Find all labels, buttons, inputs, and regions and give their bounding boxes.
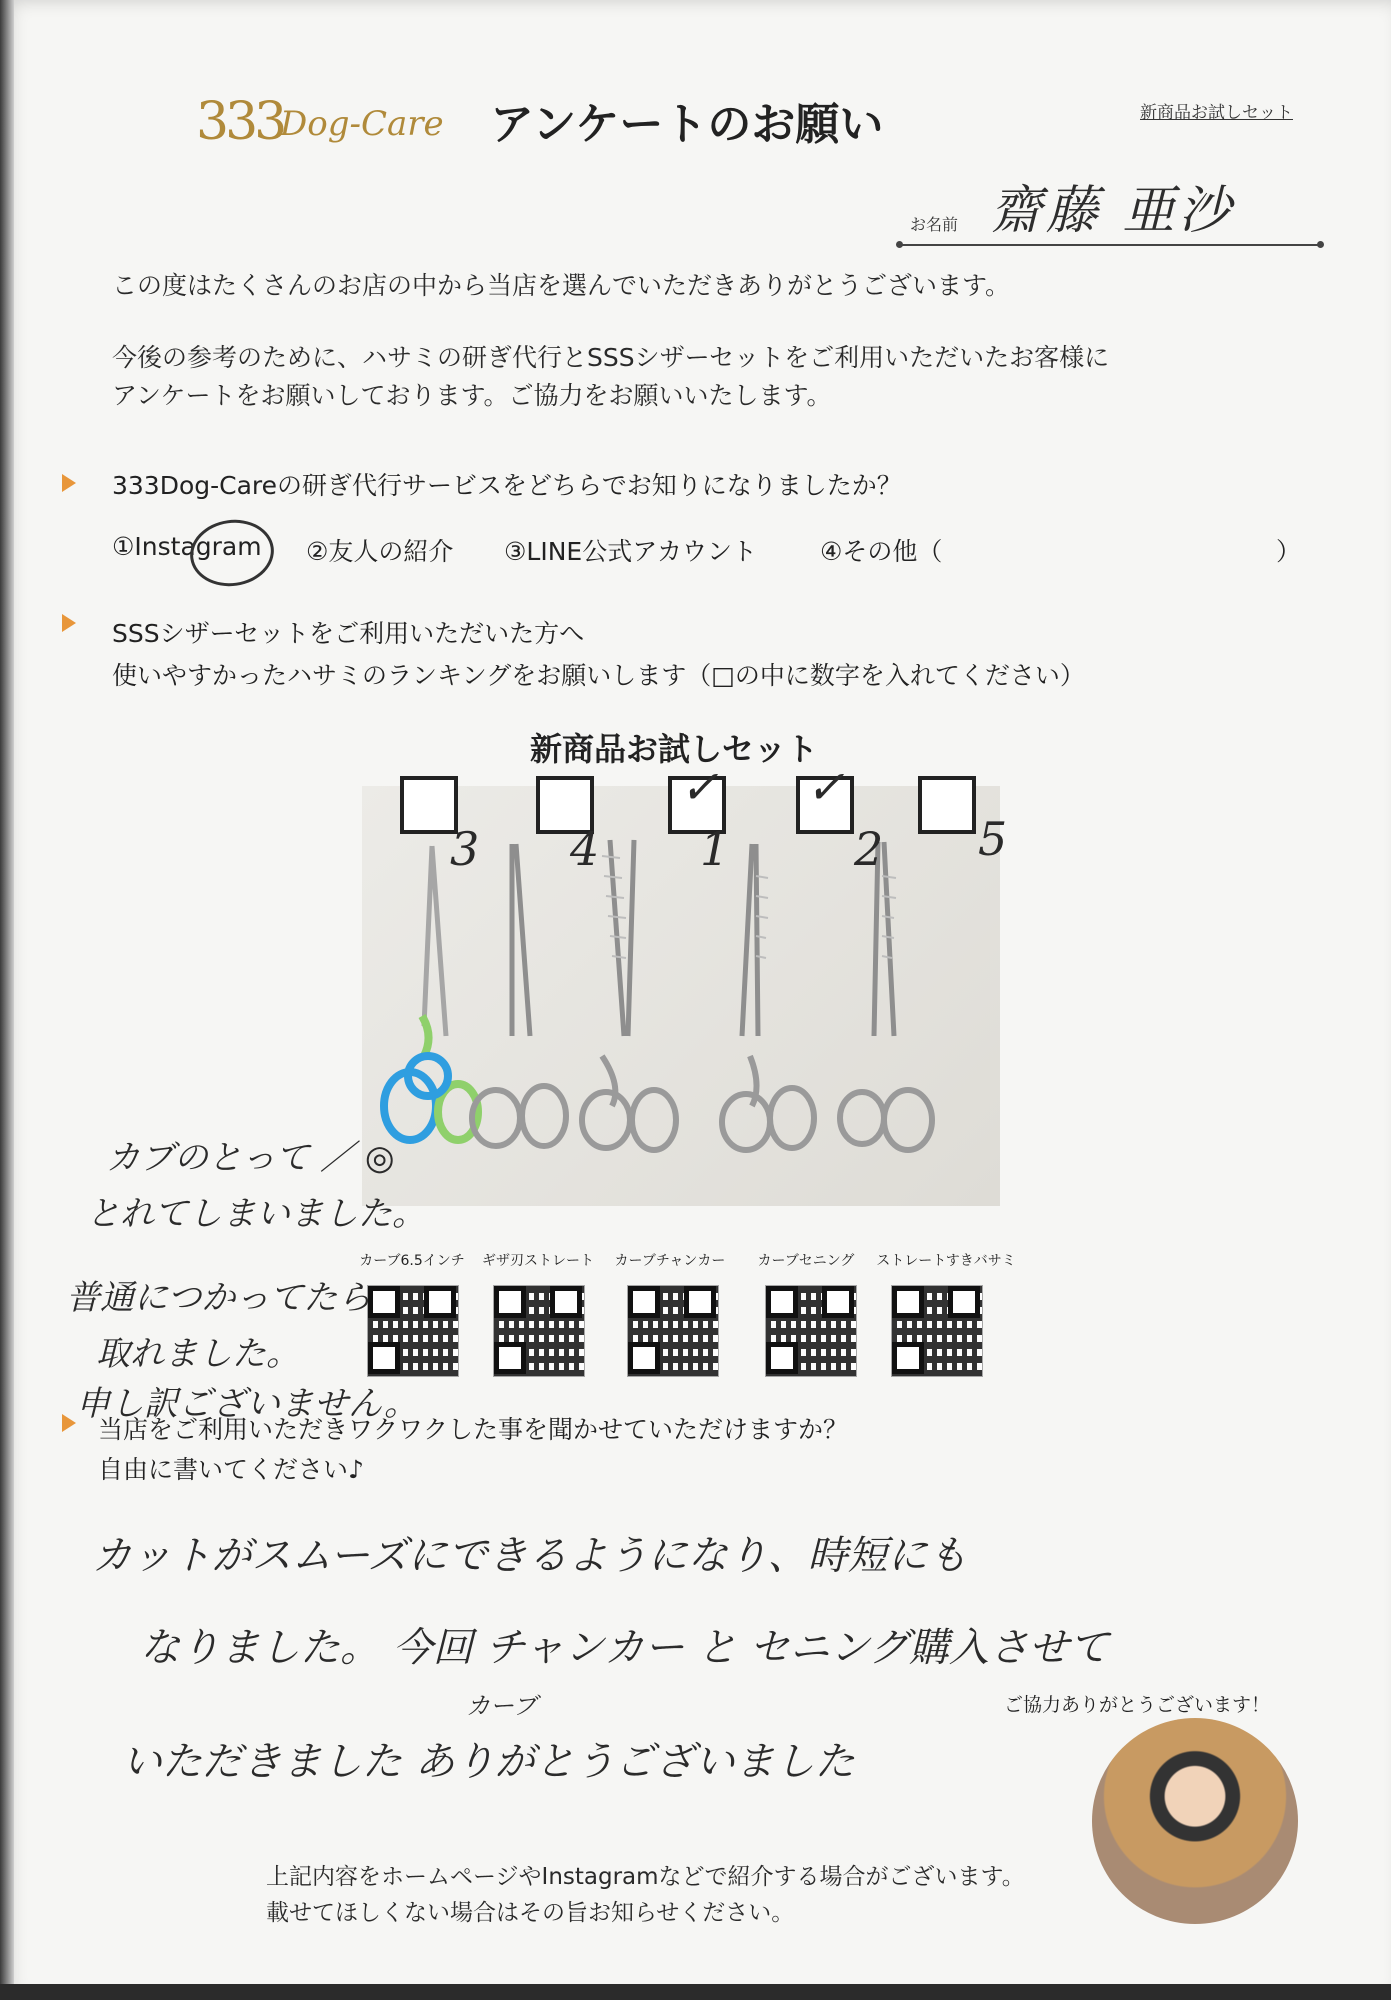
intro-line-3: アンケートをお願いしております。ご協力をお願いいたします。 (112, 381, 832, 410)
item-label: カーブ6.5インチ (359, 1253, 465, 1269)
intro-line-2: 今後の参考のために、ハサミの研ぎ代行とSSSシザーセットをご利用いただいたお客様に (112, 343, 1110, 372)
handwritten-note: 普通につかってたら (66, 1278, 372, 1318)
bullet-arrow-icon (62, 474, 76, 492)
handwritten-answer: なりました。 今回 チャンカー と セニング購入させて (140, 1625, 1109, 1671)
staff-photo-avatar (1092, 1718, 1298, 1924)
rank-value: 1 (700, 822, 730, 876)
q1-option-instagram[interactable]: ①Instagram (112, 532, 262, 561)
item-label: ギザ刃ストレート (482, 1253, 594, 1269)
name-underline (900, 244, 1320, 246)
q2-line-2: 使いやすかったハサミのランキングをお願いします（□の中に数字を入れてください） (112, 661, 1085, 690)
handwritten-insert: カーブ (466, 1692, 537, 1720)
q1-option-friend[interactable]: ②友人の紹介 (306, 537, 454, 566)
qr-code-icon[interactable] (490, 1282, 586, 1378)
handwritten-answer: いただきました ありがとうございました (122, 1739, 855, 1785)
handwritten-note: とれてしまいました。 (86, 1194, 426, 1234)
q1-other-close: ） (1276, 537, 1302, 566)
selection-circle-icon (186, 514, 278, 591)
thanks-text: ご協力ありがとうございます！ (1004, 1694, 1271, 1716)
q1-option-line[interactable]: ③LINE公式アカウント (504, 537, 757, 566)
q1-question: 333Dog-Careの研ぎ代行サービスをどちらでお知りになりましたか？ (112, 471, 902, 500)
qr-code-icon[interactable] (888, 1282, 984, 1378)
name-handwritten: 齋藤 亜沙 (990, 181, 1235, 241)
handwritten-note: 申し訳ございません。 (76, 1384, 419, 1424)
rank-value: 3 (450, 822, 480, 876)
item-label: カーブセニング (757, 1253, 855, 1269)
checkmark-icon: ✓ (680, 760, 719, 814)
bullet-arrow-icon (62, 614, 76, 632)
checkmark-icon: ✓ (806, 760, 845, 814)
rank-value: 5 (978, 812, 1008, 866)
handwritten-note: カブのとって ／ ◎ (106, 1138, 395, 1178)
logo-number: 333 (196, 92, 284, 152)
rank-value: 4 (570, 822, 600, 876)
set-tag: 新商品お試しセット (1140, 103, 1293, 123)
footer-line-2: 載せてほしくない場合はその旨お知らせください。 (266, 1900, 795, 1926)
set-title: 新商品お試しセット (530, 730, 819, 768)
qr-code-icon[interactable] (364, 1282, 460, 1378)
q3-line-2: 自由に書いてください♪ (98, 1455, 364, 1484)
footer-line-1: 上記内容をホームページやInstagramなどで紹介する場合がございます。 (266, 1864, 1025, 1890)
item-label: カーブチャンカー (614, 1253, 726, 1269)
intro-line-1: この度はたくさんのお店の中から当店を選んでいただきありがとうございます。 (112, 271, 1011, 300)
name-label: お名前 (910, 215, 959, 234)
q1-option-other[interactable]: ④その他（ (820, 537, 943, 566)
qr-code-icon[interactable] (762, 1282, 858, 1378)
logo-text: Dog-Care (280, 104, 444, 144)
bullet-arrow-icon (62, 1414, 76, 1432)
handwritten-answer: カットがスムーズにできるようになり、時短にも (92, 1533, 968, 1579)
handwritten-note: 取れました。 (96, 1334, 300, 1374)
item-label: ストレートすきバサミ (876, 1253, 1016, 1269)
q3-line-1: 当店をご利用いただきワクワクした事を聞かせていただけますか？ (98, 1415, 849, 1444)
qr-code-icon[interactable] (624, 1282, 720, 1378)
page-title: アンケートのお願い (490, 99, 884, 150)
rank-box-5[interactable] (918, 776, 976, 834)
q2-line-1: SSSシザーセットをご利用いただいた方へ (112, 619, 585, 648)
rank-value: 2 (854, 822, 884, 876)
